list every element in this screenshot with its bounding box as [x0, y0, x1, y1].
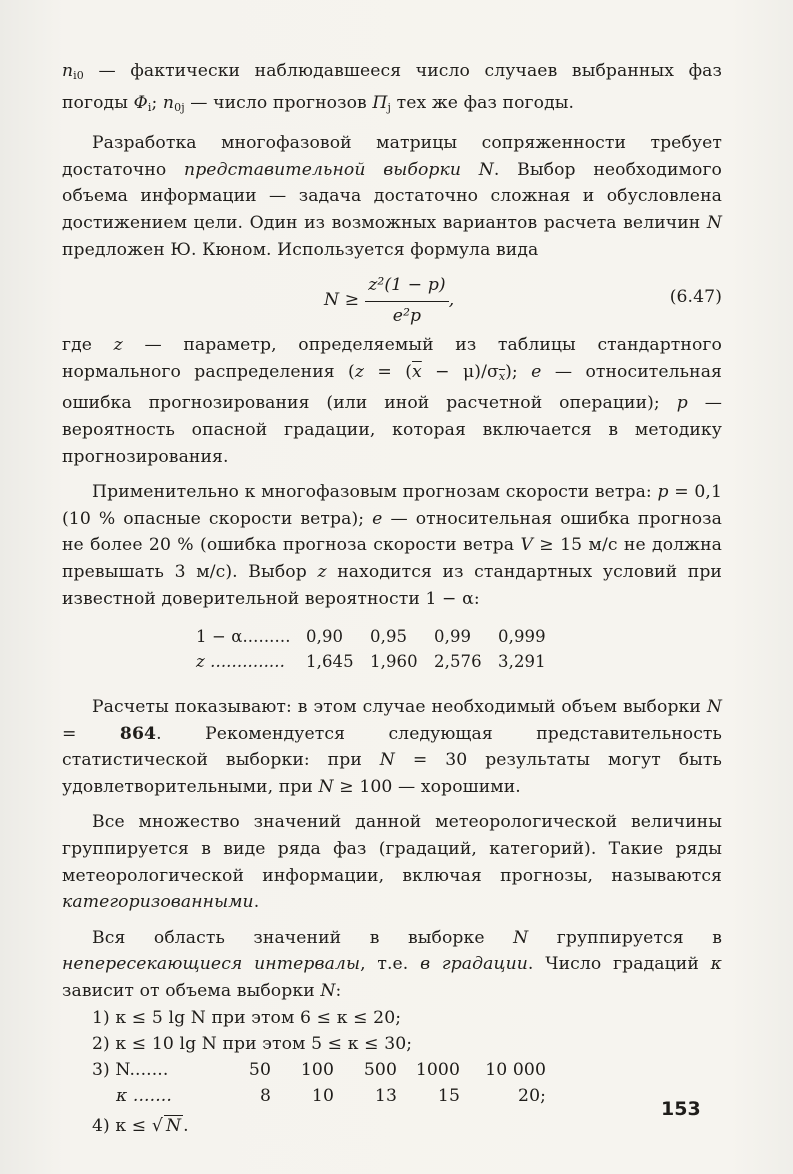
list-item: κ ....... 8 10 13 15 20; — [116, 1086, 546, 1107]
paragraph: Разработка многофазовой матрицы сопряженности требует достаточно представительной выборки N. Выбор необходимого объема информации — задача достаточно сложная и обусловлена достижением цели. Один из возможных вариантов расчета величин N предложен Ю. Кюном. Используется формула вида — [62, 133, 722, 260]
paragraph: Все множество значений данной метеорологической величины группируется в виде ряда фаз (градаций, категорий). Такие ряды метеорологической информации, включая прогнозы, называются категоризованными. — [62, 812, 722, 913]
formula-6-47 — [62, 268, 722, 328]
list-item: 1) κ ≤ 5 lg N при этом 6 ≤ κ ≤ 20; — [92, 1007, 402, 1028]
paragraph: $n_{i0}$ — фактически наблюдавшееся число случаев выбранных фаз погоды $\Phi_i$; $n_{0j}$ — число прогнозов $\Pi_j$ тех же фаз погоды. — [62, 61, 722, 114]
list-item: 2) κ ≤ 10 lg N при этом 5 ≤ κ ≤ 30; — [92, 1034, 413, 1055]
equation-number: (6.47) — [669, 287, 722, 308]
formula-denominator: e²p — [392, 305, 422, 326]
paragraph: Расчеты показывают: в этом случае необходимый объем выборки N = 864. Рекомендуется следующая представительность статистической выборки: при N = 30 результаты могут быть удовлетворительными, при N ≥ 100 — хорошими. — [62, 697, 722, 797]
list-item: 4) κ ≤ √ N . — [92, 1116, 189, 1137]
paragraph: Применительно к многофазовым прогнозам скорости ветра: p = 0,1 (10 % опасные скорости ветра); e — относительная ошибка прогноза не более 20 % (ошибка прогноза скорости ветра V ≥ 15 м/с не должна превышать 3 м/с). Выбор z находится из стандартных условий при известной доверительной вероятности 1 − α: — [62, 482, 722, 609]
formula-numerator: z²(1 − p) — [365, 272, 449, 302]
table-row: z .............. 1,645 1,960 2,576 3,291 — [196, 652, 546, 672]
paragraph: Вся область значений в выборке N группируется в непересекающиеся интервалы, т.е. в градации. Число градаций κ зависит от объема выборки N: — [62, 927, 722, 1002]
paragraph: где z — параметр, определяемый из таблицы стандартного нормального распределения $(z = (\overline{x} - \mu)/\sigma_{\overline{x}})$; e — относительная ошибка прогнозирования (или иной расчетной операции); p — вероятность опасной градации, которая включается в методику прогнозирования. — [62, 335, 722, 467]
list-item: 3) N....... 50 100 500 1000 10 000 — [92, 1060, 546, 1081]
page-text — [62, 58, 722, 1140]
table-row: 1 − α......... 0,90 0,95 0,99 0,999 — [196, 627, 546, 647]
formula-expression: N ≥ $\frac{\text{z²(1 − p)}}{\text{e²p}}$ , — [324, 272, 454, 329]
page-number: 153 — [661, 1098, 701, 1120]
gradation-list — [62, 1005, 722, 1140]
z-table — [196, 624, 722, 674]
